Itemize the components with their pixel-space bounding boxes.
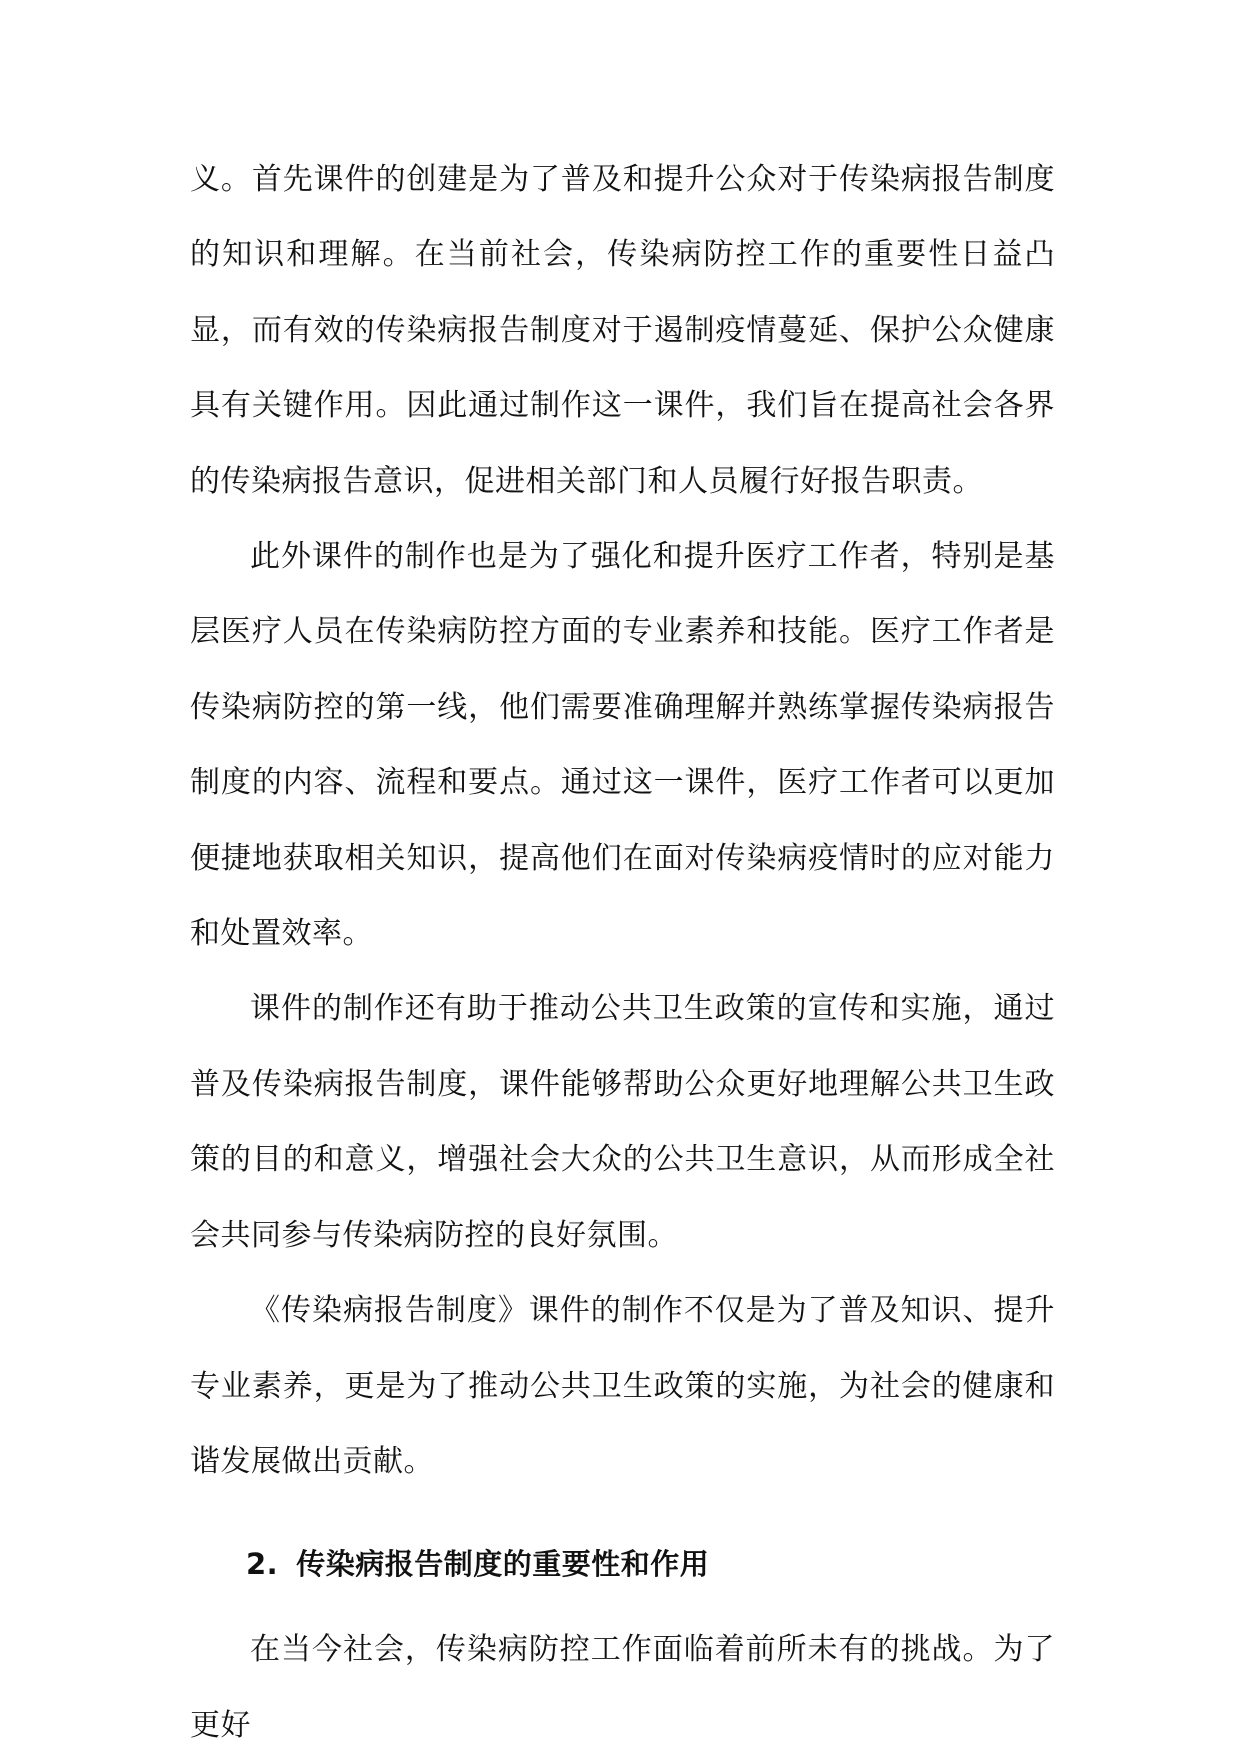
section-number: 2. (246, 1547, 279, 1582)
section-title: 传染病报告制度的重要性和作用 (296, 1547, 710, 1582)
paragraph-medical-workers: 此外课件的制作也是为了强化和提升医疗工作者，特别是基层医疗人员在传染病防控方面的专业素养和技能。医疗工作者是传染病防控的第一线，他们需要准确理解并熟练掌握传染病报告制度的内容、流程和要点。通过这一课件，医疗工作者可以更加便捷地获取相关知识，提高他们在面对传染病疫情时的应对能力和处置效率。 (190, 539, 1055, 952)
paragraph-summary: 《传染病报告制度》课件的制作不仅是为了普及知识、提升专业素养，更是为了推动公共卫生政策的实施，为社会的健康和谐发展做出贡献。 (190, 1293, 1055, 1479)
paragraph-continuation: 义。首先课件的创建是为了普及和提升公众对于传染病报告制度的知识和理解。在当前社会，传染病防控工作的重要性日益凸显，而有效的传染病报告制度对于遏制疫情蔓延、保护公众健康具有关键作用。因此通过制作这一课件，我们旨在提高社会各界的传染病报告意识，促进相关部门和人员履行好报告职责。 (190, 162, 1055, 499)
section-heading (190, 1516, 1055, 1612)
paragraph-section-intro: 在当今社会，传染病防控工作面临着前所未有的挑战。为了更好 (190, 1632, 1055, 1743)
document-body (190, 142, 1055, 1763)
paragraph-public-health-policy: 课件的制作还有助于推动公共卫生政策的宣传和实施，通过普及传染病报告制度，课件能够帮助公众更好地理解公共卫生政策的目的和意义，增强社会大众的公共卫生意识，从而形成全社会共同参与传染病防控的良好氛围。 (190, 991, 1055, 1253)
